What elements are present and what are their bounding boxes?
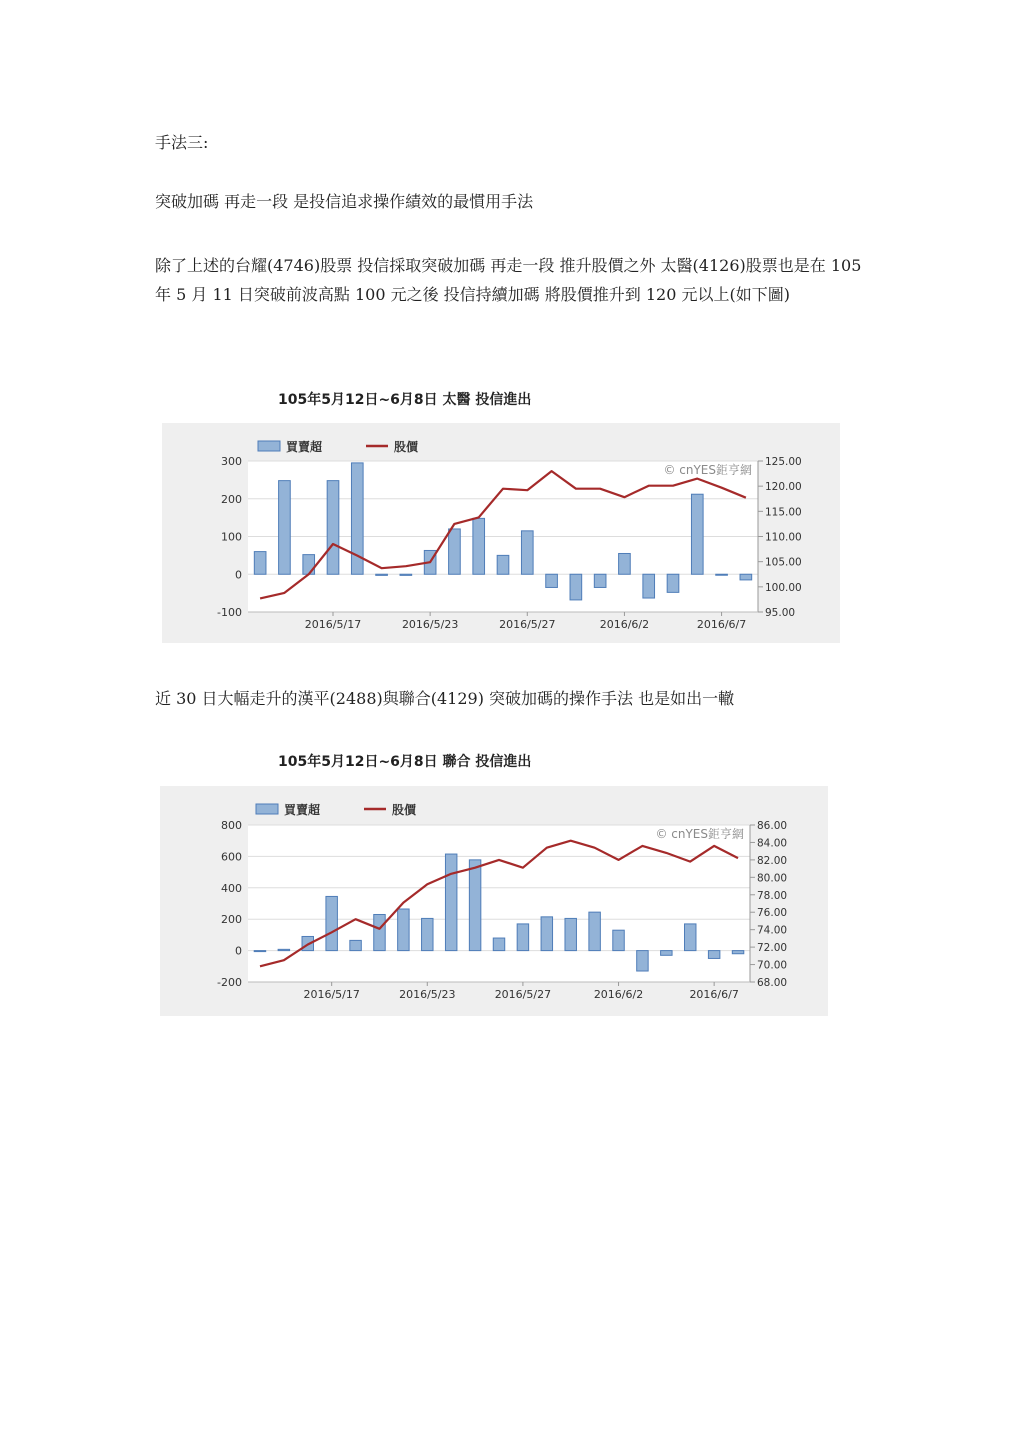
- y-right-tick-label: 70.00: [757, 959, 788, 972]
- y-left-tick-label: 200: [221, 492, 242, 506]
- legend-bar-swatch: [258, 441, 280, 451]
- y-right-tick-label: 84.00: [757, 837, 788, 850]
- section-heading: 手法三:: [155, 133, 209, 152]
- bar: [565, 918, 576, 950]
- y-left-tick-label: 600: [221, 850, 242, 864]
- y-left-tick-label: 800: [221, 819, 242, 832]
- bar: [398, 909, 409, 951]
- bar: [570, 574, 582, 600]
- y-right-tick-label: 80.00: [757, 872, 788, 885]
- bar: [541, 917, 552, 951]
- x-tick-label: 2016/5/17: [304, 618, 362, 631]
- bar: [493, 938, 504, 951]
- bar: [469, 860, 480, 951]
- y-left-tick-label: 100: [221, 530, 242, 544]
- bar: [546, 574, 558, 587]
- bar: [740, 574, 752, 580]
- y-right-tick-label: 125.00: [765, 456, 802, 468]
- x-tick-label: 2016/5/23: [399, 988, 456, 1001]
- y-right-tick-label: 86.00: [757, 820, 788, 832]
- watermark: © cnYES鉅亨網: [655, 827, 744, 841]
- bar: [521, 531, 533, 574]
- bar: [376, 574, 388, 575]
- bar: [374, 914, 385, 950]
- y-left-tick-label: 0: [235, 944, 242, 958]
- y-right-tick-label: 120.00: [765, 481, 802, 494]
- bar: [497, 555, 509, 574]
- bar: [327, 481, 339, 575]
- bar: [589, 912, 600, 950]
- y-left-tick-label: 0: [235, 568, 242, 582]
- y-left-tick-label: 400: [221, 881, 242, 895]
- bar: [422, 918, 433, 950]
- bar: [667, 574, 679, 592]
- bar: [517, 924, 528, 951]
- section-subheading: 突破加碼 再走一段 是投信追求操作績效的最慣用手法: [155, 192, 534, 211]
- bar: [619, 553, 631, 574]
- chart-1: [162, 423, 840, 643]
- bar: [254, 951, 265, 952]
- chart-2: [160, 786, 828, 1016]
- y-right-tick-label: 100.00: [765, 581, 802, 594]
- bar: [326, 896, 337, 950]
- bar: [350, 940, 361, 950]
- y-right-tick-label: 105.00: [765, 556, 802, 569]
- legend-bar-label: 買賣超: [286, 440, 323, 454]
- bar: [594, 574, 606, 587]
- bar: [613, 930, 624, 950]
- bar: [643, 574, 655, 598]
- x-tick-label: 2016/5/23: [401, 618, 459, 631]
- bar: [449, 529, 461, 574]
- chart-1-title: 105年5月12日~6月8日 太醫 投信進出: [278, 392, 532, 408]
- watermark: © cnYES鉅亨網: [663, 463, 752, 477]
- plot-area: [248, 825, 750, 982]
- y-left-tick-label: -200: [217, 976, 242, 989]
- y-right-tick-label: 95.00: [765, 607, 796, 619]
- y-right-tick-label: 68.00: [757, 977, 788, 989]
- y-right-tick-label: 76.00: [757, 907, 788, 920]
- y-right-tick-label: 110.00: [765, 531, 802, 544]
- chart-2-panel: [160, 786, 828, 1016]
- bar: [445, 854, 456, 951]
- y-left-tick-label: 200: [221, 913, 242, 927]
- bar: [637, 951, 648, 971]
- y-left-tick-label: 300: [221, 455, 242, 468]
- bar: [685, 924, 696, 951]
- bar: [400, 574, 412, 575]
- chart-1-panel: [162, 423, 840, 643]
- paragraph-1: 除了上述的台耀(4746)股票 投信採取突破加碼 再走一段 推升股價之外 太醫(4126)股票也是在 105 年 5 月 11 日突破前波高點 100 元之後 投信持續加碼 將股價推升到 120 元以上(如下圖): [155, 256, 862, 304]
- y-left-tick-label: -100: [217, 606, 242, 619]
- y-right-tick-label: 78.00: [757, 889, 788, 902]
- bar: [473, 518, 485, 574]
- legend-line-label: 股價: [394, 440, 419, 454]
- y-right-tick-label: 74.00: [757, 924, 788, 937]
- x-tick-label: 2016/5/17: [303, 988, 360, 1001]
- bar: [691, 494, 703, 574]
- x-tick-label: 2016/6/2: [599, 618, 650, 631]
- y-right-tick-label: 72.00: [757, 942, 788, 955]
- x-tick-label: 2016/5/27: [499, 618, 556, 631]
- x-tick-label: 2016/5/27: [494, 988, 552, 1001]
- legend-line-label: 股價: [392, 803, 417, 817]
- legend-bar-swatch: [256, 804, 278, 814]
- x-tick-label: 2016/6/7: [689, 988, 739, 1001]
- bar: [303, 555, 315, 575]
- chart-2-title: 105年5月12日~6月8日 聯合 投信進出: [278, 754, 532, 770]
- x-tick-label: 2016/6/7: [696, 618, 747, 631]
- bar: [716, 574, 728, 575]
- paragraph-2: 近 30 日大幅走升的漢平(2488)與聯合(4129) 突破加碼的操作手法 也是如出一轍: [155, 689, 735, 708]
- bar: [661, 951, 672, 956]
- x-tick-label: 2016/6/2: [593, 988, 644, 1001]
- bar: [708, 951, 719, 959]
- bar: [278, 949, 289, 950]
- bar: [279, 481, 291, 575]
- y-right-tick-label: 115.00: [765, 506, 802, 519]
- legend-bar-label: 買賣超: [284, 803, 321, 817]
- bar: [254, 552, 266, 575]
- bar: [732, 951, 743, 954]
- y-right-tick-label: 82.00: [757, 854, 788, 867]
